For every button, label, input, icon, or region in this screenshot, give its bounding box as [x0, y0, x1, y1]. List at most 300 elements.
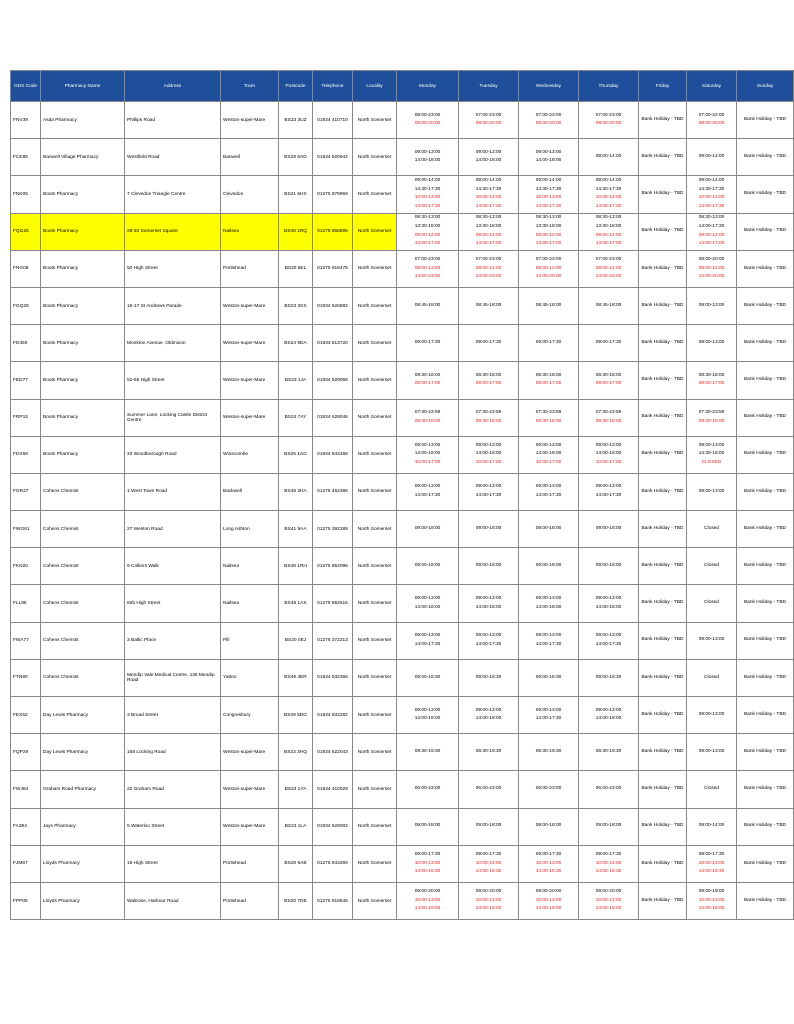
hours-line: 07:30-23:59	[698, 410, 725, 415]
hours-line: 09:00-18:00	[595, 823, 622, 829]
hours-line: 08:30-13:00	[698, 215, 725, 221]
postcode-cell: BS24 9DA	[279, 325, 313, 362]
hours-line: 14:00-18:00	[595, 451, 622, 457]
monday-hours-cell	[397, 548, 459, 585]
hours-line: 09:00-12:00	[698, 153, 725, 159]
town-cell: Weston-super-Mare	[221, 399, 279, 436]
hours-line: 08:30-13:00	[595, 215, 622, 221]
ods-code-cell: FGR27	[11, 473, 41, 510]
monday-hours-cell	[397, 511, 459, 548]
monday-hours-cell	[397, 436, 459, 473]
address-cell: 19 High Street	[125, 845, 221, 882]
hours-line: 10:00-13:00	[414, 195, 441, 201]
locality-cell: North Somerset	[353, 771, 397, 808]
header-row	[11, 71, 794, 102]
hours-line: 14:00-18:00	[414, 158, 441, 164]
column-header: Saturday	[687, 71, 737, 102]
hours-line: 10:00-13:00	[535, 860, 562, 866]
pharmacy-name-cell: Boots Pharmacy	[41, 176, 125, 213]
hours-line: 09:00-13:00	[698, 637, 725, 643]
address-cell: 27 Weston Road	[125, 511, 221, 548]
hours-line: 14:00-17:30	[414, 641, 441, 647]
thursday-hours-cell	[579, 287, 639, 324]
postcode-cell: BS48 1AS	[279, 585, 313, 622]
wednesday-hours-cell	[519, 325, 579, 362]
pharmacy-name-cell: Boots Pharmacy	[41, 213, 125, 250]
column-header: Friday	[639, 71, 687, 102]
thursday-hours-cell	[579, 473, 639, 510]
table-row	[11, 882, 794, 919]
hours-line: 14:30-17:30	[535, 186, 562, 192]
telephone-cell: 01934 832262	[313, 697, 353, 734]
telephone-cell: 01934 820944	[313, 139, 353, 176]
town-cell: Banwell	[221, 139, 279, 176]
saturday-hours-cell	[687, 325, 737, 362]
address-cell: 5 Waterloo Street	[125, 808, 221, 845]
pharmacy-name-cell: Jays Pharmacy	[41, 808, 125, 845]
hours-line: 08:30-19:30	[414, 748, 441, 754]
locality-cell: North Somerset	[353, 585, 397, 622]
hours-line: 10:00-13:00	[595, 897, 622, 903]
postcode-cell: BS49 4ER	[279, 659, 313, 696]
wednesday-hours-cell	[519, 659, 579, 696]
town-cell: Nailsea	[221, 548, 279, 585]
hours-line: 14:00-19:00	[475, 906, 502, 912]
ods-code-cell: FTN90	[11, 659, 41, 696]
sunday-hours-cell	[737, 176, 794, 213]
tuesday-hours-cell	[459, 659, 519, 696]
hours-line: Closed	[704, 674, 719, 680]
table-row	[11, 585, 794, 622]
hours-line: 14:00-17:30	[595, 204, 622, 210]
thursday-hours-cell	[579, 734, 639, 771]
address-cell: 52-56 High Street	[125, 362, 221, 399]
postcode-cell: BS23 1JA	[279, 362, 313, 399]
saturday-hours-cell	[687, 771, 737, 808]
hours-line: 09:00-18:30	[535, 674, 562, 680]
hours-line: 14:00-16:30	[414, 869, 441, 875]
tuesday-hours-cell	[459, 473, 519, 510]
saturday-hours-cell	[687, 585, 737, 622]
column-header: Sunday	[737, 71, 794, 102]
locality-cell: North Somerset	[353, 436, 397, 473]
hours-line: 09:00-13:00	[414, 595, 441, 601]
hours-line: 09:00-17:00	[698, 381, 725, 387]
sunday-hours-cell	[737, 511, 794, 548]
ods-code-cell: FQG26	[11, 213, 41, 250]
thursday-hours-cell	[579, 697, 639, 734]
monday-hours-cell	[397, 287, 459, 324]
tuesday-hours-cell	[459, 585, 519, 622]
pharmacy-name-cell: Boots Pharmacy	[41, 362, 125, 399]
postcode-cell: BS24 7AY	[279, 399, 313, 436]
saturday-hours-cell	[687, 808, 737, 845]
tuesday-hours-cell	[459, 622, 519, 659]
tuesday-hours-cell	[459, 213, 519, 250]
hours-line: Bank Holiday - TBD	[641, 748, 684, 754]
town-cell: Yatton	[221, 659, 279, 696]
hours-line: 14:00-16:30	[595, 869, 622, 875]
saturday-hours-cell	[687, 548, 737, 585]
hours-line: 14:00-17:30	[535, 641, 562, 647]
thursday-hours-cell	[579, 436, 639, 473]
hours-line: 09:00-20:00	[535, 889, 562, 895]
hours-line: 08:00-20:00	[698, 256, 725, 262]
postcode-cell: BS23 3SS	[279, 287, 313, 324]
locality-cell: North Somerset	[353, 213, 397, 250]
thursday-hours-cell	[579, 325, 639, 362]
telephone-cell: 01934 629002	[313, 808, 353, 845]
hours-line: Bank Holiday - TBD	[743, 153, 787, 159]
hours-line: Bank Holiday - TBD	[641, 339, 684, 345]
saturday-hours-cell	[687, 176, 737, 213]
friday-hours-cell	[639, 362, 687, 399]
hours-line: 09:00-13:00	[535, 707, 562, 713]
monday-hours-cell	[397, 102, 459, 139]
sunday-hours-cell	[737, 771, 794, 808]
sunday-hours-cell	[737, 399, 794, 436]
saturday-hours-cell	[687, 473, 737, 510]
column-header: Wednesday	[519, 71, 579, 102]
town-cell: Nailsea	[221, 213, 279, 250]
friday-hours-cell	[639, 213, 687, 250]
monday-hours-cell	[397, 808, 459, 845]
hours-line: Bank Holiday - TBD	[743, 302, 787, 308]
hours-line: 14:00-17:00	[414, 241, 441, 247]
hours-line: 08:30-18:00	[414, 372, 441, 378]
sunday-hours-cell	[737, 845, 794, 882]
locality-cell: North Somerset	[353, 139, 397, 176]
hours-line: Bank Holiday - TBD	[743, 563, 787, 569]
locality-cell: North Somerset	[353, 882, 397, 919]
pharmacy-name-cell: Boots Pharmacy	[41, 436, 125, 473]
hours-line: Bank Holiday - TBD	[641, 674, 684, 680]
ods-code-cell: FD459	[11, 325, 41, 362]
hours-line: 09:00-18:00	[595, 563, 622, 569]
hours-line: 08:00-12:00	[414, 265, 441, 271]
hours-line: 14:00-23:00	[595, 274, 622, 280]
hours-line: 09:00-12:00	[414, 232, 441, 238]
locality-cell: North Somerset	[353, 102, 397, 139]
hours-line: 07:00-23:00	[475, 256, 502, 262]
sunday-hours-cell	[737, 102, 794, 139]
hours-line: Closed	[704, 600, 719, 606]
wednesday-hours-cell	[519, 771, 579, 808]
locality-cell: North Somerset	[353, 511, 397, 548]
hours-line: CLOSED	[701, 460, 722, 466]
hours-line: 10:00-13:00	[595, 195, 622, 201]
monday-hours-cell	[397, 250, 459, 287]
column-header: Postcode	[279, 71, 313, 102]
hours-line: 07:00-23:00	[595, 256, 622, 262]
table-row	[11, 734, 794, 771]
hours-line: 08:00-20:00	[475, 121, 502, 127]
hours-line: 09:00-17:00	[414, 381, 441, 387]
hours-line: Bank Holiday - TBD	[641, 191, 684, 197]
hours-line: 08:00-12:00	[475, 265, 502, 271]
hours-line: 09:00-17:30	[595, 339, 622, 345]
pharmacy-rota-sheet	[10, 70, 794, 920]
table-row	[11, 362, 794, 399]
locality-cell: North Somerset	[353, 734, 397, 771]
pharmacy-name-cell: Cohens Chemist	[41, 585, 125, 622]
saturday-hours-cell	[687, 399, 737, 436]
pharmacy-name-cell: Cohens Chemist	[41, 473, 125, 510]
telephone-cell: 01934 629048	[313, 399, 353, 436]
hours-line: 08:30-13:00	[414, 215, 441, 221]
address-cell: 1 West Town Road	[125, 473, 221, 510]
saturday-hours-cell	[687, 697, 737, 734]
hours-line: 10:00-13:00	[475, 897, 502, 903]
hours-line: 14:30-17:30	[475, 186, 502, 192]
hours-line: 07:30-23:59	[595, 410, 622, 415]
hours-line: Bank Holiday - TBD	[641, 786, 684, 792]
sunday-hours-cell	[737, 250, 794, 287]
hours-line: 08:30-13:00	[475, 215, 502, 221]
ods-code-cell: FNG08	[11, 250, 41, 287]
telephone-cell: 01275 879969	[313, 176, 353, 213]
postcode-cell: BS29 6AD	[279, 139, 313, 176]
town-cell: Weston-super-Mare	[221, 102, 279, 139]
town-cell: Winscombe	[221, 436, 279, 473]
monday-hours-cell	[397, 659, 459, 696]
hours-line: 09:00-13:00	[475, 149, 502, 155]
locality-cell: North Somerset	[353, 808, 397, 845]
tuesday-hours-cell	[459, 548, 519, 585]
hours-line: Bank Holiday - TBD	[743, 488, 787, 494]
postcode-cell: BS48 1RH	[279, 548, 313, 585]
locality-cell: North Somerset	[353, 697, 397, 734]
postcode-cell: BS49 5DG	[279, 697, 313, 734]
wednesday-hours-cell	[519, 697, 579, 734]
hours-line: 09:30-18:00	[475, 418, 502, 424]
hours-line: Bank Holiday - TBD	[641, 525, 684, 531]
hours-line: 14:00-17:30	[698, 224, 725, 230]
hours-line: 10:00-13:00	[595, 860, 622, 866]
thursday-hours-cell	[579, 213, 639, 250]
hours-line: 08:30-18:00	[475, 372, 502, 378]
hours-line: 07:00-23:00	[535, 112, 562, 118]
hours-line: 09:00-17:00	[475, 381, 502, 387]
friday-hours-cell	[639, 882, 687, 919]
saturday-hours-cell	[687, 436, 737, 473]
hours-line: Bank Holiday - TBD	[641, 414, 684, 420]
tuesday-hours-cell	[459, 250, 519, 287]
address-cell: 3 Broad Street	[125, 697, 221, 734]
sunday-hours-cell	[737, 473, 794, 510]
monday-hours-cell	[397, 585, 459, 622]
monday-hours-cell	[397, 882, 459, 919]
ods-code-cell: FEX52	[11, 697, 41, 734]
hours-line: Bank Holiday - TBD	[743, 414, 787, 420]
ods-code-cell: FWG61	[11, 511, 41, 548]
friday-hours-cell	[639, 436, 687, 473]
sunday-hours-cell	[737, 287, 794, 324]
hours-line: 14:00-18:00	[414, 604, 441, 610]
hours-line: 08:00-20:00	[414, 121, 441, 127]
hours-line: 14:00-17:30	[595, 492, 622, 498]
saturday-hours-cell	[687, 362, 737, 399]
postcode-cell: BS48 3HA	[279, 473, 313, 510]
address-cell: 50 High Street	[125, 250, 221, 287]
hours-line: 09:00-13:00	[414, 633, 441, 639]
hours-line: Bank Holiday - TBD	[743, 674, 787, 680]
table-row	[11, 287, 794, 324]
sunday-hours-cell	[737, 622, 794, 659]
friday-hours-cell	[639, 473, 687, 510]
wednesday-hours-cell	[519, 250, 579, 287]
table-row	[11, 139, 794, 176]
ods-code-cell: FQP29	[11, 734, 41, 771]
hours-line: 08:45-18:00	[414, 302, 441, 308]
hours-line: 14:00-18:00	[414, 451, 441, 457]
telephone-cell: 01934 410029	[313, 771, 353, 808]
hours-line: Bank Holiday - TBD	[641, 600, 684, 606]
hours-line: 07:00-23:00	[475, 112, 502, 118]
friday-hours-cell	[639, 287, 687, 324]
hours-line: 09:00-18:00	[595, 525, 622, 531]
town-cell: Weston-super-Mare	[221, 808, 279, 845]
table-row	[11, 102, 794, 139]
table-row	[11, 511, 794, 548]
hours-line: 14:00-18:00	[535, 451, 562, 457]
pharmacy-name-cell: Lloyds Pharmacy	[41, 845, 125, 882]
hours-line: Bank Holiday - TBD	[743, 711, 787, 717]
hours-line: 09:00-17:30	[414, 851, 441, 857]
hours-line: 08:30-18:00	[698, 372, 725, 378]
wednesday-hours-cell	[519, 362, 579, 399]
hours-line: 07:00-23:00	[535, 256, 562, 262]
hours-line: Closed	[704, 525, 719, 531]
table-row	[11, 622, 794, 659]
column-header: Thursday	[579, 71, 639, 102]
hours-line: 09:00-13:00	[475, 484, 502, 490]
hours-line: 10:00-17:00	[595, 460, 622, 466]
saturday-hours-cell	[687, 845, 737, 882]
hours-line: Bank Holiday - TBD	[743, 786, 787, 792]
saturday-hours-cell	[687, 659, 737, 696]
hours-line: 09:00-14:00	[535, 178, 562, 184]
hours-line: 09:00-14:00	[595, 153, 622, 159]
hours-line: Bank Holiday - TBD	[641, 563, 684, 569]
wednesday-hours-cell	[519, 845, 579, 882]
friday-hours-cell	[639, 771, 687, 808]
tuesday-hours-cell	[459, 845, 519, 882]
sunday-hours-cell	[737, 808, 794, 845]
hours-line: 09:00-18:00	[475, 563, 502, 569]
hours-line: Bank Holiday - TBD	[641, 116, 684, 122]
hours-line: 09:00-17:00	[595, 381, 622, 387]
hours-line: Bank Holiday - TBD	[641, 711, 684, 717]
hours-line: 09:00-13:00	[595, 707, 622, 713]
hours-line: 10:00-13:00	[698, 860, 725, 866]
wednesday-hours-cell	[519, 399, 579, 436]
hours-line: 09:00-18:00	[414, 823, 441, 829]
thursday-hours-cell	[579, 139, 639, 176]
hours-line: 08:00-12:00	[595, 265, 622, 271]
postcode-cell: BS20 6AB	[279, 845, 313, 882]
hours-line: Bank Holiday - TBD	[743, 451, 787, 457]
hours-line: 10:00-13:00	[535, 897, 562, 903]
hours-line: 14:00-20:00	[698, 274, 725, 280]
town-cell: Congresbury	[221, 697, 279, 734]
postcode-cell: BS41 9AA	[279, 511, 313, 548]
hours-line: 14:00-17:00	[535, 241, 562, 247]
sunday-hours-cell	[737, 882, 794, 919]
hours-line: 09:00-13:00	[535, 633, 562, 639]
hours-line: 09:00-13:00	[698, 711, 725, 717]
hours-line: 09:00-20:00	[475, 889, 502, 895]
hours-line: Bank Holiday - TBD	[743, 600, 787, 606]
ods-code-cell: FPP05	[11, 882, 41, 919]
column-header: Town	[221, 71, 279, 102]
hours-line: 09:00-12:00	[475, 232, 502, 238]
wednesday-hours-cell	[519, 548, 579, 585]
friday-hours-cell	[639, 102, 687, 139]
hours-line: Closed	[704, 786, 719, 792]
hours-line: Bank Holiday - TBD	[743, 191, 787, 197]
hours-line: 06:00-23:00	[414, 786, 441, 792]
hours-line: Bank Holiday - TBD	[743, 637, 787, 643]
tuesday-hours-cell	[459, 771, 519, 808]
hours-line: 10:00-13:00	[475, 195, 502, 201]
hours-line: 09:00-13:00	[414, 484, 441, 490]
hours-line: 09:00-17:00	[535, 381, 562, 387]
postcode-cell: BS25 1AG	[279, 436, 313, 473]
hours-line: 13:30-18:00	[414, 224, 441, 230]
table-row	[11, 436, 794, 473]
hours-line: Bank Holiday - TBD	[641, 897, 684, 903]
address-cell: 3 Baltic Place	[125, 622, 221, 659]
table-row	[11, 548, 794, 585]
hours-line: 14:00-20:00	[535, 274, 562, 280]
town-cell: Long Ashton	[221, 511, 279, 548]
telephone-cell: 01275 852096	[313, 548, 353, 585]
sunday-hours-cell	[737, 548, 794, 585]
hours-line: 07:30-23:59	[475, 410, 502, 415]
pharmacy-name-cell: Lloyds Pharmacy	[41, 882, 125, 919]
friday-hours-cell	[639, 176, 687, 213]
pharmacy-name-cell: Cohens Chemist	[41, 659, 125, 696]
friday-hours-cell	[639, 734, 687, 771]
hours-line: 09:00-13:00	[698, 339, 725, 345]
hours-line: 14:30-18:00	[698, 451, 725, 457]
table-row	[11, 697, 794, 734]
hours-line: Bank Holiday - TBD	[743, 116, 787, 122]
town-cell: Weston-super-Mare	[221, 362, 279, 399]
postcode-cell: BS20 0EJ	[279, 622, 313, 659]
telephone-cell: 01275 856895	[313, 213, 353, 250]
hours-line: 09:00-13:00	[595, 442, 622, 448]
tuesday-hours-cell	[459, 139, 519, 176]
address-cell: 168 Locking Road	[125, 734, 221, 771]
postcode-cell: BS23 3UZ	[279, 102, 313, 139]
tuesday-hours-cell	[459, 287, 519, 324]
pharmacy-name-cell: Day Lewis Pharmacy	[41, 697, 125, 734]
hours-line: Bank Holiday - TBD	[641, 637, 684, 643]
saturday-hours-cell	[687, 139, 737, 176]
hours-line: 09:00-17:30	[475, 851, 502, 857]
saturday-hours-cell	[687, 734, 737, 771]
thursday-hours-cell	[579, 585, 639, 622]
hours-line: 08:00-12:00	[698, 265, 725, 271]
table-row	[11, 250, 794, 287]
hours-line: 09:00-12:00	[698, 232, 725, 238]
hours-line: 09:00-13:00	[535, 484, 562, 490]
pharmacy-name-cell: Graham Road Pharmacy	[41, 771, 125, 808]
hours-line: 08:30-18:00	[595, 372, 622, 378]
wednesday-hours-cell	[519, 176, 579, 213]
